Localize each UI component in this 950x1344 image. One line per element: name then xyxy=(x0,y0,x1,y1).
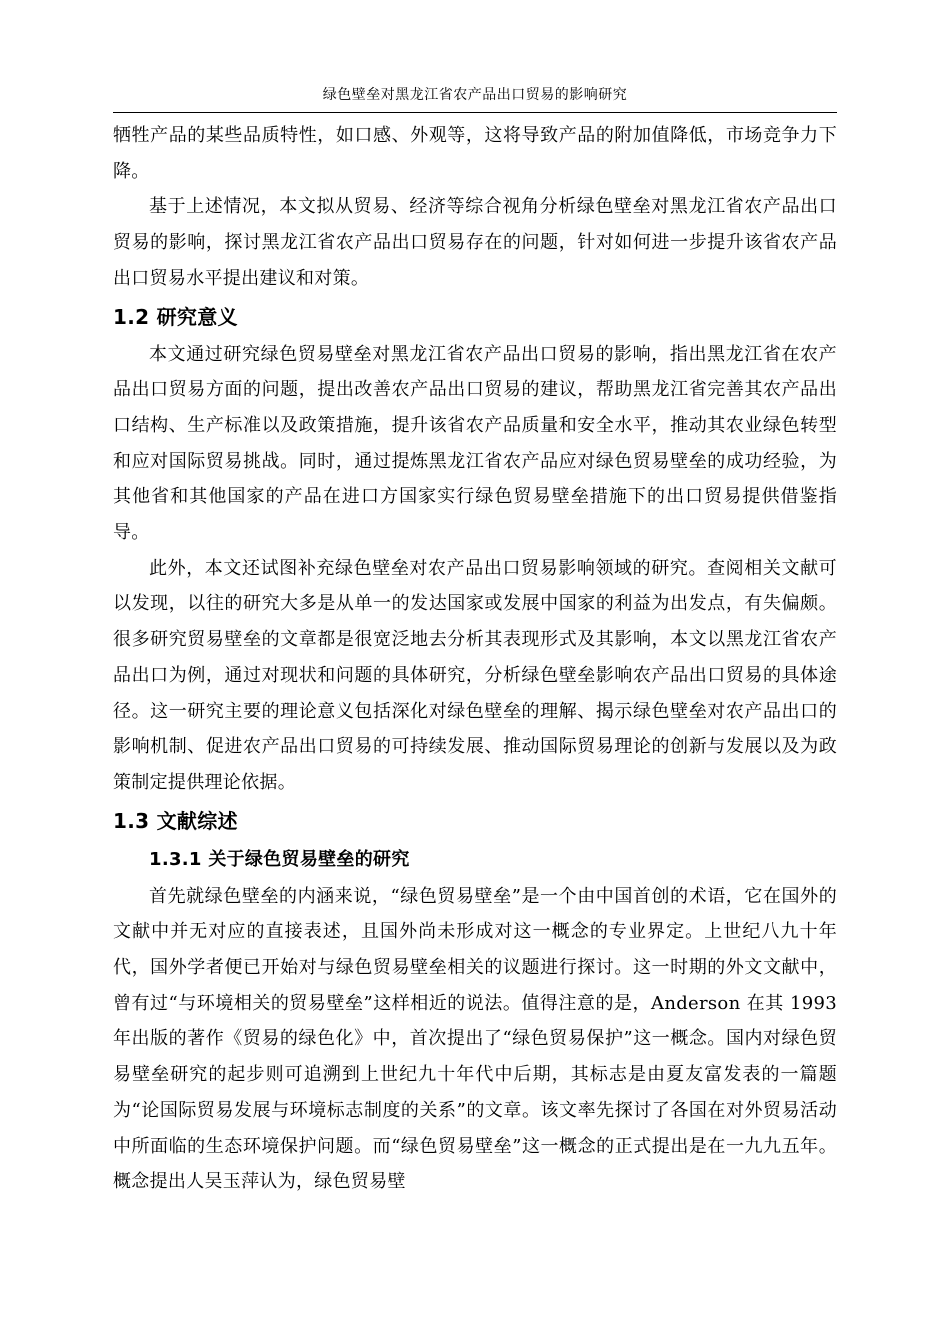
section-heading-1-2: 1.2 研究意义 xyxy=(113,304,238,329)
paragraph-theoretical-significance: 此外，本文还试图补充绿色壁垒对农产品出口贸易影响领域的研究。查阅相关文献可以发现，以往的研究大多是从单一的发达国家或发展中国家的利益为出发点，有失偏颇。很多研究贸易壁垒的文章都是很宽泛地去分析其表现形式及其影响，本文以黑龙江省农产品出口为例，通过对现状和问题的具体研究，分析绿色壁垒影响农产品出口贸易的具体途径。这一研究主要的理论意义包括深化对绿色壁垒的理解、揭示绿色壁垒对农产品出口的影响机制、促进农产品出口贸易的可持续发展、推动国际贸易理论的创新与发展以及为政策制定提供理论依据。 xyxy=(113,557,837,793)
paragraph-background-summary: 基于上述情况，本文拟从贸易、经济等综合视角分析绿色壁垒对黑龙江省农产品出口贸易的影响，探讨黑龙江省农产品出口贸易存在的问题，针对如何进一步提升该省农产品出口贸易水平提出建议和对策。 xyxy=(113,196,837,289)
running-header: 绿色壁垒对黑龙江省农产品出口贸易的影响研究 xyxy=(322,87,628,103)
header-rule xyxy=(113,112,837,113)
paragraph-significance: 本文通过研究绿色贸易壁垒对黑龙江省农产品出口贸易的影响，指出黑龙江省在农产品出口贸易方面的问题，提出改善农产品出口贸易的建议，帮助黑龙江省完善其农产品出口结构、生产标准以及政策措施，提升该省农产品质量和安全水平，推动其农业绿色转型和应对国际贸易挑战。同时，通过提炼黑龙江省农产品应对绿色贸易壁垒的成功经验，为其他省和其他国家的产品在进口方国家实行绿色贸易壁垒措施下的出口贸易提供借鉴指导。 xyxy=(113,343,837,544)
section-heading-1-3: 1.3 文献综述 xyxy=(113,808,238,833)
subsection-heading-1-3-1: 1.3.1 关于绿色贸易壁垒的研究 xyxy=(149,848,410,870)
document-body xyxy=(113,118,837,1200)
paragraph-literature-review: 首先就绿色壁垒的内涵来说，“绿色贸易壁垒”是一个由中国首创的术语，它在国外的文献中并无对应的直接表述，且国外尚未形成对这一概念的专业界定。上世纪八九十年代，国外学者便已开始对与绿色贸易壁垒相关的议题进行探讨。这一时期的外文文献中，曾有过“与环境相关的贸易壁垒”这样相近的说法。值得注意的是，Anderson 在其 1993 年出版的著作《贸易的绿色化》中，首次提出了“绿色贸易保护”这一概念。国内对绿色贸易壁垒研究的起步则可追溯到上世纪九十年代中后期，其标志是由夏友富发表的一篇题为“论国际贸易发展与环境标志制度的关系”的文章。该文率先探讨了各国在对外贸易活动中所面临的生态环境保护问题。而“绿色贸易壁垒”这一概念的正式提出是在一九九五年。概念提出人吴玉萍认为，绿色贸易壁 xyxy=(113,885,837,1193)
paragraph-continued: 牺牲产品的某些品质特性，如口感、外观等，这将导致产品的附加值降低，市场竞争力下降。 xyxy=(113,125,837,182)
